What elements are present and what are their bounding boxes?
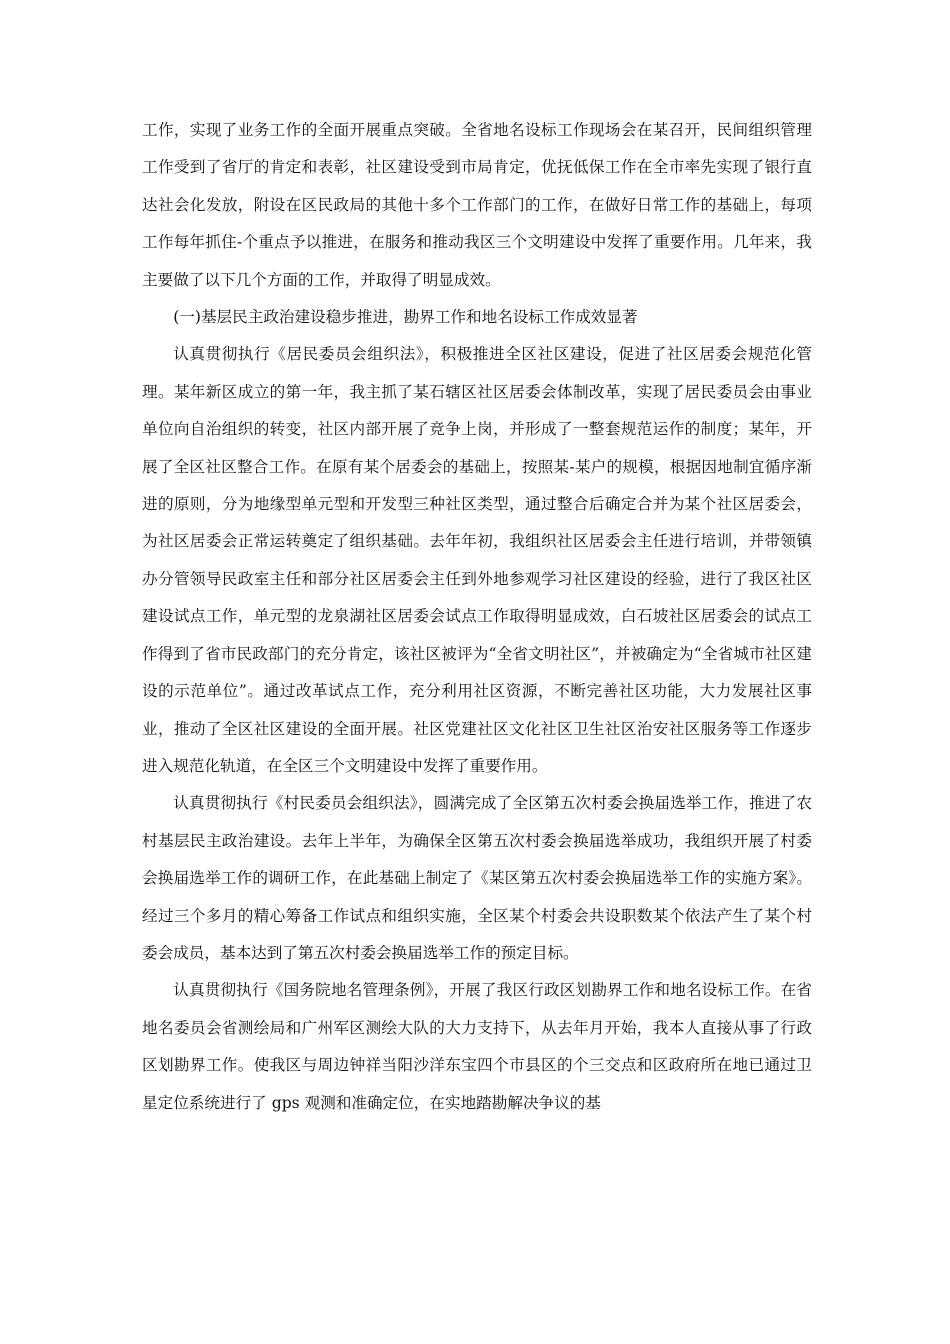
paragraph-continuation: 工作，实现了业务工作的全面开展重点突破。全省地名设标工作现场会在某召开，民间组织管理工作受到了省厅的肯定和表彰，社区建设受到市局肯定，优抚低保工作在全市率先实现了银行直达社会化发放，附设在区民政局的其他十多个工作部门的工作，在做好日常工作的基础上，每项工作每年抓住-个重点予以推进，在服务和推动我区三个文明建设中发挥了重要作用。几年来，我主要做了以下几个方面的工作，并取得了明显成效。 xyxy=(142,121,812,289)
paragraph-village-election: 认真贯彻执行《村民委员会组织法》，圆满完成了全区第五次村委会换届选举工作，推进了农村基层民主政治建设。去年上半年，为确保全区第五次村委会换届选举成功，我组织开展了村委会换届选举工作的调研工作，在此基础上制定了《某区第五次村委会换届选举工作的实施方案》。经过三个多月的精心筹备工作试点和组织实施，全区某个村委会共设职数某个依法产生了某个村委会成员，基本达到了第五次村委会换届选举工作的预定目标。 xyxy=(142,794,812,962)
paragraph-community-building: 认真贯彻执行《居民委员会组织法》，积极推进全区社区建设，促进了社区居委会规范化管理。某年新区成立的第一年，我主抓了某石辖区社区居委会体制改革，实现了居民委员会由事业单位向自治组织的转变，社区内部开展了竞争上岗，并形成了一整套规范运作的制度；某年，开展了全区社区整合工作。在原有某个居委会的基础上，按照某-某户的规模，根据因地制宜循序渐进的原则，分为地缘型单元型和开发型三种社区类型，通过整合后确定合并为某个社区居委会，为社区居委会正常运转奠定了组织基础。去年年初，我组织社区居委会主任进行培训，并带领镇办分管领导民政室主任和部分社区居委会主任到外地参观学习社区建设的经验，进行了我区社区建设试点工作，单元型的龙泉湖社区居委会试点工作取得明显成效，白石坡社区居委会的试点工作得到了省市民政部门的充分肯定，该社区被评为“全省文明社区”，并被确定为“全省城市社区建设的示范单位”。通过改革试点工作，充分利用社区资源，不断完善社区功能，大力发展社区事业，推动了全区社区建设的全面开展。社区党建社区文化社区卫生社区治安社区服务等工作逐步进入规范化轨道，在全区三个文明建设中发挥了重要作用。 xyxy=(142,345,812,775)
document-page xyxy=(142,112,812,1122)
paragraph-boundary-survey: 认真贯彻执行《国务院地名管理条例》，开展了我区行政区划勘界工作和地名设标工作。在省地名委员会省测绘局和广州军区测绘大队的大力支持下，从去年月开始，我本人直接从事了行政区划勘界工作。使我区与周边钟祥当阳沙洋东宝四个市县区的个三交点和区政府所在地已通过卫星定位系统进行了 gps 观测和准确定位，在实地踏勘解决争议的基 xyxy=(142,981,812,1112)
section-heading: (一)基层民主政治建设稳步推进，勘界工作和地名设标工作成效显著 xyxy=(173,308,638,327)
